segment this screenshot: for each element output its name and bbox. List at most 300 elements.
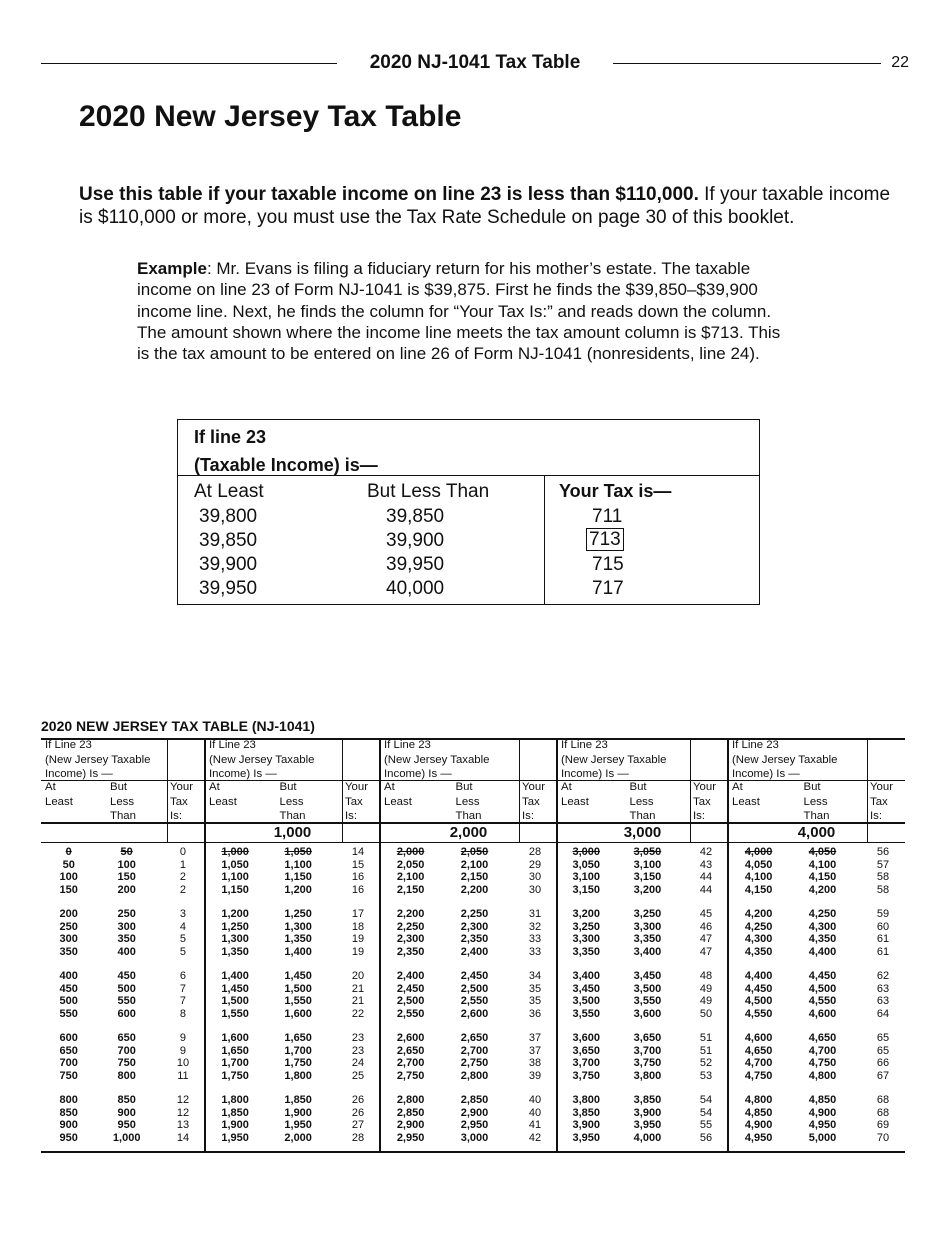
tax-amount: 50 <box>699 1007 713 1020</box>
income-but-less-than: 2,700 <box>460 1044 489 1057</box>
income-at-least: 2,300 <box>396 933 425 945</box>
income-but-less-than: 2,600 <box>460 1007 489 1020</box>
tax-table-title: 2020 NEW JERSEY TAX TABLE (NJ-1041) <box>41 718 315 734</box>
income-but-less-than: 1,550 <box>284 995 312 1007</box>
example-row-tax: 715 <box>592 554 624 575</box>
tax-amount: 13 <box>176 1119 190 1131</box>
tax-amount: 5 <box>179 933 187 945</box>
income-at-least: 1,650 <box>221 1044 249 1057</box>
tax-amount: 51 <box>699 1032 713 1044</box>
thousands-label: 1,000 <box>273 824 312 841</box>
col-header-your-tax: Tax <box>693 795 711 808</box>
income-but-less-than: 3,100 <box>633 858 662 871</box>
income-at-least: 1,300 <box>221 933 249 945</box>
col-header-at-least: Least <box>732 795 760 808</box>
income-but-less-than: 3,000 <box>460 1131 489 1144</box>
income-but-less-than: 3,700 <box>633 1044 662 1057</box>
tax-amount: 23 <box>351 1032 365 1044</box>
tax-amount: 42 <box>528 1131 542 1144</box>
income-at-least: 2,200 <box>396 908 425 920</box>
income-at-least: 4,750 <box>744 1069 773 1082</box>
income-at-least: 1,850 <box>221 1106 249 1119</box>
group-header-line: (New Jersey Taxable <box>561 753 667 766</box>
tax-amount: 47 <box>699 945 713 958</box>
income-at-least: 3,600 <box>572 1032 601 1044</box>
example-table-divider <box>544 476 545 604</box>
income-at-least: 3,250 <box>572 920 601 933</box>
tax-amount: 66 <box>876 1057 890 1069</box>
tax-col-divider <box>167 738 168 842</box>
income-but-less-than: 3,550 <box>633 995 662 1007</box>
tax-amount: 31 <box>528 908 542 920</box>
income-but-less-than: 2,000 <box>284 1131 312 1144</box>
example-col-at-least: At Least <box>194 481 264 502</box>
income-at-least: 1,750 <box>221 1069 249 1082</box>
col-header-at-least: At <box>45 781 56 793</box>
example-row-tax-highlighted <box>586 529 624 551</box>
income-at-least: 2,050 <box>396 858 425 871</box>
income-but-less-than: 3,150 <box>633 871 662 883</box>
income-but-less-than: 1,100 <box>284 858 312 871</box>
tax-amount: 33 <box>528 945 542 958</box>
tax-amount: 0 <box>179 846 187 858</box>
tax-amount: 11 <box>177 1069 189 1082</box>
tax-amount: 40 <box>528 1106 542 1119</box>
income-but-less-than: 4,300 <box>808 920 837 933</box>
income-at-least: 3,900 <box>572 1119 601 1131</box>
income-at-least: 4,700 <box>744 1057 773 1069</box>
col-header-but-less-than: Than <box>629 810 656 822</box>
tax-amount: 32 <box>528 920 542 933</box>
col-header-but-less-than: Less <box>803 795 828 808</box>
col-header-but-less-than: Less <box>110 795 135 808</box>
income-at-least: 2,700 <box>396 1057 425 1069</box>
thousands-label: 3,000 <box>623 824 662 841</box>
income-but-less-than: 5,000 <box>808 1131 837 1144</box>
example-row-but-less: 40,000 <box>386 578 445 599</box>
tax-amount: 14 <box>351 846 365 858</box>
income-at-least: 4,850 <box>744 1106 773 1119</box>
income-but-less-than: 4,700 <box>808 1044 837 1057</box>
tax-amount: 52 <box>699 1057 713 1069</box>
tax-amount: 40 <box>528 1094 542 1106</box>
example-header-line-2: (Taxable Income) is— <box>194 455 378 475</box>
income-at-least: 3,800 <box>572 1094 601 1106</box>
income-but-less-than: 3,600 <box>633 1007 662 1020</box>
col-header-but-less-than: Than <box>455 810 482 822</box>
col-header-at-least: Least <box>384 795 412 808</box>
tax-amount: 14 <box>176 1131 190 1144</box>
tax-amount: 54 <box>699 1106 713 1119</box>
tax-amount: 3 <box>179 908 187 920</box>
tax-amount: 30 <box>528 883 542 896</box>
col-header-your-tax: Is: <box>693 810 706 822</box>
group-header-line: If Line 23 <box>561 739 608 751</box>
income-but-less-than: 2,550 <box>460 995 489 1007</box>
income-but-less-than: 2,400 <box>460 945 489 958</box>
tax-amount: 22 <box>351 1007 365 1020</box>
col-header-your-tax: Your <box>522 781 546 793</box>
col-header-your-tax: Your <box>870 781 894 793</box>
income-but-less-than: 2,500 <box>460 982 489 995</box>
income-at-least: 500 <box>59 995 78 1007</box>
income-but-less-than: 950 <box>117 1119 136 1131</box>
tax-amount: 44 <box>699 883 713 896</box>
tax-amount: 69 <box>876 1119 890 1131</box>
group-header-line: Income) Is — <box>45 768 113 780</box>
income-at-least: 1,500 <box>221 995 249 1007</box>
group-header-line: (New Jersey Taxable <box>384 753 490 766</box>
highlight-box: 713 <box>586 528 624 551</box>
income-at-least: 1,150 <box>221 883 249 896</box>
tax-amount: 1 <box>179 858 187 871</box>
income-at-least: 3,300 <box>572 933 601 945</box>
income-at-least: 4,450 <box>744 982 773 995</box>
income-at-least: 1,200 <box>221 908 249 920</box>
tax-amount: 29 <box>528 858 542 871</box>
income-at-least: 4,900 <box>744 1119 773 1131</box>
income-at-least: 4,100 <box>744 871 773 883</box>
tax-amount: 10 <box>176 1057 190 1069</box>
col-header-your-tax: Your <box>170 781 194 793</box>
tax-amount: 36 <box>528 1007 542 1020</box>
tax-amount: 47 <box>699 933 713 945</box>
income-at-least: 1,800 <box>221 1094 249 1106</box>
income-at-least: 3,500 <box>572 995 601 1007</box>
tax-amount: 21 <box>351 995 365 1007</box>
tax-amount: 65 <box>876 1044 890 1057</box>
group-header-line: If Line 23 <box>732 739 779 751</box>
income-at-least: 350 <box>59 945 78 958</box>
income-but-less-than: 600 <box>117 1007 136 1020</box>
group-header-line: Income) Is — <box>561 768 629 780</box>
tax-amount: 49 <box>699 995 713 1007</box>
income-but-less-than: 4,450 <box>808 970 837 982</box>
example-row-tax: 717 <box>592 578 624 599</box>
income-at-least: 700 <box>59 1057 78 1069</box>
col-header-your-tax: Your <box>693 781 717 793</box>
tax-amount: 51 <box>699 1044 713 1057</box>
income-but-less-than: 1,900 <box>284 1106 312 1119</box>
example-table-header <box>178 420 759 476</box>
income-but-less-than: 3,500 <box>633 982 662 995</box>
income-at-least: 4,550 <box>744 1007 773 1020</box>
tax-amount: 68 <box>876 1106 890 1119</box>
income-at-least: 4,200 <box>744 908 773 920</box>
income-at-least: 50 <box>62 858 75 871</box>
income-but-less-than: 4,500 <box>808 982 837 995</box>
example-table <box>177 419 760 605</box>
income-but-less-than: 4,050 <box>808 846 837 858</box>
tax-amount: 7 <box>179 982 187 995</box>
income-at-least: 3,550 <box>572 1007 601 1020</box>
income-at-least: 4,250 <box>744 920 773 933</box>
income-but-less-than: 400 <box>117 945 136 958</box>
tax-amount: 38 <box>528 1057 542 1069</box>
income-at-least: 2,750 <box>396 1069 425 1082</box>
income-at-least: 600 <box>59 1032 78 1044</box>
col-header-your-tax: Is: <box>170 810 183 822</box>
income-but-less-than: 4,650 <box>808 1032 837 1044</box>
income-but-less-than: 3,750 <box>633 1057 662 1069</box>
income-but-less-than: 3,450 <box>633 970 662 982</box>
income-at-least: 4,650 <box>744 1044 773 1057</box>
income-but-less-than: 1,750 <box>284 1057 312 1069</box>
group-header-line: If Line 23 <box>45 739 92 751</box>
income-at-least: 2,500 <box>396 995 425 1007</box>
group-header-line: (New Jersey Taxable <box>209 753 315 766</box>
col-header-your-tax: Is: <box>522 810 535 822</box>
income-but-less-than: 2,650 <box>460 1032 489 1044</box>
income-but-less-than: 4,800 <box>808 1069 837 1082</box>
example-col-but-less-than: But Less Than <box>367 481 490 502</box>
income-at-least: 1,400 <box>221 970 249 982</box>
income-but-less-than: 2,200 <box>460 883 489 896</box>
tax-amount: 21 <box>351 982 365 995</box>
col-header-but-less-than: But <box>110 781 128 793</box>
income-at-least: 300 <box>59 933 78 945</box>
group-header-line: Income) Is — <box>209 768 277 780</box>
group-header-line: Income) Is — <box>732 768 800 780</box>
example-row-at-least: 39,950 <box>199 578 258 599</box>
income-but-less-than: 2,850 <box>460 1094 489 1106</box>
example-paragraph <box>137 258 787 364</box>
tax-amount: 25 <box>351 1069 365 1082</box>
example-row-but-less: 39,900 <box>386 530 445 551</box>
income-but-less-than: 3,250 <box>633 908 662 920</box>
col-header-but-less-than: Less <box>279 795 304 808</box>
example-row-at-least: 39,900 <box>199 554 258 575</box>
income-but-less-than: 3,400 <box>633 945 662 958</box>
income-but-less-than: 3,850 <box>633 1094 662 1106</box>
income-but-less-than: 1,850 <box>284 1094 312 1106</box>
income-but-less-than: 2,050 <box>460 846 489 858</box>
income-but-less-than: 3,350 <box>633 933 662 945</box>
income-but-less-than: 3,300 <box>633 920 662 933</box>
example-row-tax: 711 <box>592 506 623 527</box>
tax-amount: 17 <box>351 908 365 920</box>
income-at-least: 2,800 <box>396 1094 425 1106</box>
income-but-less-than: 1,150 <box>284 871 312 883</box>
income-but-less-than: 1,400 <box>284 945 312 958</box>
income-at-least: 2,650 <box>396 1044 425 1057</box>
tax-amount: 2 <box>179 883 187 896</box>
income-at-least: 4,150 <box>744 883 773 896</box>
income-but-less-than: 1,700 <box>284 1044 312 1057</box>
col-header-but-less-than: But <box>629 781 647 793</box>
col-header-your-tax: Tax <box>522 795 540 808</box>
col-header-at-least: At <box>561 781 572 793</box>
tax-amount: 45 <box>699 908 713 920</box>
tax-amount: 43 <box>699 858 713 871</box>
income-but-less-than: 1,250 <box>284 908 312 920</box>
example-row-but-less: 39,950 <box>386 554 445 575</box>
group-header-line: (New Jersey Taxable <box>732 753 838 766</box>
tax-amount: 64 <box>876 1007 890 1020</box>
income-at-least: 4,050 <box>744 858 773 871</box>
tax-amount: 39 <box>528 1069 542 1082</box>
tax-amount: 53 <box>699 1069 713 1082</box>
income-but-less-than: 750 <box>117 1057 136 1069</box>
tax-amount: 5 <box>179 945 187 958</box>
col-header-but-less-than: Than <box>803 810 830 822</box>
tax-amount: 57 <box>876 858 890 871</box>
tax-amount: 63 <box>876 995 890 1007</box>
col-header-but-less-than: Than <box>279 810 306 822</box>
col-header-at-least: At <box>732 781 743 793</box>
income-but-less-than: 2,150 <box>460 871 489 883</box>
income-but-less-than: 800 <box>117 1069 136 1082</box>
income-at-least: 400 <box>59 970 78 982</box>
example-header-line-1: If line 23 <box>194 427 267 447</box>
income-at-least: 3,350 <box>572 945 601 958</box>
income-but-less-than: 4,750 <box>808 1057 837 1069</box>
tax-amount: 2 <box>179 871 187 883</box>
group-header-line: (New Jersey Taxable <box>45 753 151 766</box>
income-at-least: 3,450 <box>572 982 601 995</box>
col-header-your-tax: Tax <box>870 795 888 808</box>
income-but-less-than: 1,500 <box>284 982 312 995</box>
income-at-least: 4,600 <box>744 1032 773 1044</box>
income-at-least: 750 <box>59 1069 78 1082</box>
income-but-less-than: 3,900 <box>633 1106 662 1119</box>
tax-amount: 46 <box>699 920 713 933</box>
tax-amount: 65 <box>876 1032 890 1044</box>
income-at-least: 2,900 <box>396 1119 425 1131</box>
tax-amount: 26 <box>351 1094 365 1106</box>
tax-amount: 12 <box>176 1094 190 1106</box>
intro-bold-text: Use this table if your taxable income on line 23 is less than $110,000. <box>79 184 699 205</box>
income-at-least: 4,500 <box>744 995 773 1007</box>
tax-amount: 44 <box>699 871 713 883</box>
income-but-less-than: 1,050 <box>284 846 312 858</box>
col-header-at-least: At <box>209 781 220 793</box>
income-at-least: 2,550 <box>396 1007 425 1020</box>
income-but-less-than: 1,800 <box>284 1069 312 1082</box>
intro-text: If your taxable income is $110,000 or more, you must use the Tax Rate Schedule on page 30 of this booklet. <box>79 184 891 228</box>
col-header-your-tax: Tax <box>170 795 188 808</box>
income-at-least: 1,250 <box>221 920 249 933</box>
tax-amount: 34 <box>528 970 542 982</box>
income-at-least: 550 <box>59 1007 78 1020</box>
income-at-least: 2,000 <box>396 846 425 858</box>
tax-amount: 55 <box>699 1119 713 1131</box>
income-but-less-than: 1,200 <box>284 883 312 896</box>
income-but-less-than: 350 <box>117 933 136 945</box>
income-but-less-than: 4,000 <box>633 1131 662 1144</box>
tax-amount: 54 <box>699 1094 713 1106</box>
tax-table <box>41 738 905 1153</box>
income-at-least: 0 <box>65 846 72 858</box>
income-but-less-than: 1,650 <box>284 1032 312 1044</box>
tax-amount: 7 <box>179 995 187 1007</box>
income-but-less-than: 2,450 <box>460 970 489 982</box>
income-but-less-than: 4,100 <box>808 858 837 871</box>
income-at-least: 3,650 <box>572 1044 601 1057</box>
income-at-least: 2,350 <box>396 945 425 958</box>
example-text: : Mr. Evans is filing a fiduciary return for his mother’s estate. The taxable income on line 23 of Form NJ-1041 is $39,875. First he finds the $39,850–$39,900 income line. Next, he finds the column for “Your Tax Is:” and reads down the column. The amount shown where the income line meets the tax amount column is $713. This is the tax amount to be entered on line 26 of Form NJ-1041 (nonresidents, line 24). <box>137 259 781 364</box>
col-header-but-less-than: But <box>803 781 821 793</box>
tax-amount: 58 <box>876 871 890 883</box>
header-title: 2020 NJ-1041 Tax Table <box>369 52 581 73</box>
income-at-least: 3,100 <box>572 871 601 883</box>
income-but-less-than: 4,900 <box>808 1106 837 1119</box>
income-at-least: 950 <box>59 1131 78 1144</box>
col-header-but-less-than: Less <box>455 795 480 808</box>
col-header-at-least: Least <box>561 795 589 808</box>
income-but-less-than: 850 <box>117 1094 136 1106</box>
income-at-least: 3,000 <box>572 846 601 858</box>
page-number: 22 <box>891 54 909 71</box>
col-header-your-tax: Is: <box>345 810 358 822</box>
income-at-least: 3,400 <box>572 970 601 982</box>
income-at-least: 150 <box>59 883 78 896</box>
income-at-least: 100 <box>59 871 78 883</box>
table-bottom-rule <box>41 1151 905 1153</box>
income-but-less-than: 2,800 <box>460 1069 489 1082</box>
tax-amount: 8 <box>179 1007 187 1020</box>
tax-amount: 18 <box>351 920 365 933</box>
income-at-least: 250 <box>59 920 78 933</box>
income-but-less-than: 2,900 <box>460 1106 489 1119</box>
col-header-at-least: At <box>384 781 395 793</box>
tax-amount: 63 <box>876 982 890 995</box>
tax-amount: 19 <box>351 933 365 945</box>
tax-amount: 56 <box>699 1131 713 1144</box>
col-header-but-less-than: But <box>279 781 297 793</box>
group-header-line: If Line 23 <box>209 739 256 751</box>
tax-amount: 6 <box>179 970 187 982</box>
income-but-less-than: 3,950 <box>633 1119 662 1131</box>
income-at-least: 3,150 <box>572 883 601 896</box>
income-but-less-than: 2,350 <box>460 933 489 945</box>
income-at-least: 1,700 <box>221 1057 249 1069</box>
tax-amount: 62 <box>876 970 890 982</box>
income-but-less-than: 4,600 <box>808 1007 837 1020</box>
tax-amount: 30 <box>528 871 542 883</box>
tax-amount: 27 <box>351 1119 365 1131</box>
tax-amount: 68 <box>876 1094 890 1106</box>
tax-amount: 26 <box>351 1106 365 1119</box>
tax-amount: 37 <box>528 1044 542 1057</box>
income-but-less-than: 2,300 <box>460 920 489 933</box>
income-but-less-than: 1,000 <box>112 1131 141 1144</box>
income-but-less-than: 2,250 <box>460 908 489 920</box>
income-at-least: 2,850 <box>396 1106 425 1119</box>
tax-amount: 48 <box>699 970 713 982</box>
tax-amount: 58 <box>876 883 890 896</box>
income-but-less-than: 1,950 <box>284 1119 312 1131</box>
tax-amount: 15 <box>351 858 365 871</box>
income-at-least: 1,950 <box>221 1131 249 1144</box>
income-but-less-than: 3,200 <box>633 883 662 896</box>
tax-amount: 9 <box>179 1044 187 1057</box>
income-at-least: 850 <box>59 1106 78 1119</box>
income-at-least: 2,150 <box>396 883 425 896</box>
thousands-label: 2,000 <box>449 824 488 841</box>
tax-amount: 20 <box>351 970 365 982</box>
tax-amount: 42 <box>699 846 713 858</box>
income-at-least: 900 <box>59 1119 78 1131</box>
tax-amount: 61 <box>876 945 890 958</box>
tax-amount: 33 <box>528 933 542 945</box>
income-but-less-than: 4,350 <box>808 933 837 945</box>
income-at-least: 1,000 <box>221 846 249 858</box>
income-at-least: 4,950 <box>744 1131 773 1144</box>
tax-amount: 28 <box>351 1131 365 1144</box>
income-but-less-than: 50 <box>120 846 133 858</box>
tax-amount: 16 <box>351 871 365 883</box>
